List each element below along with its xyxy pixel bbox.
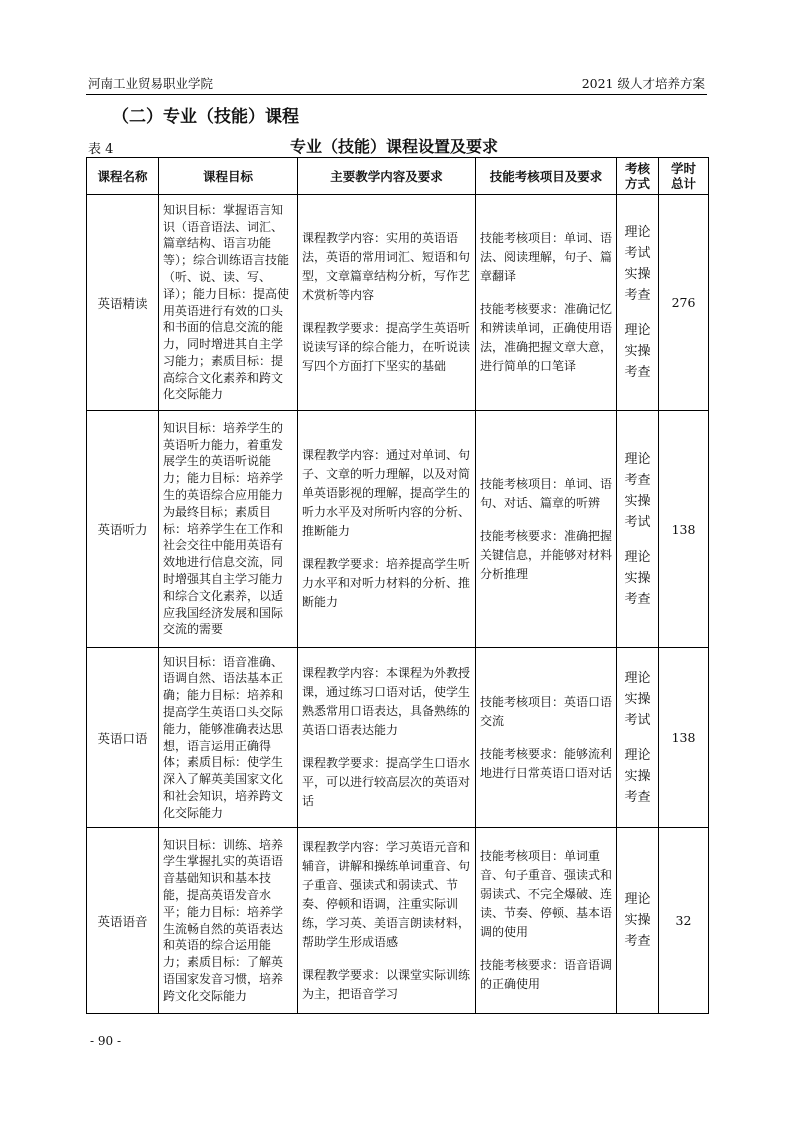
total-hours: 276 bbox=[659, 195, 709, 411]
course-goal: 知识目标：掌握语言知识（语音语法、词汇、篇章结构、语言功能等）；综合训练语言技能（听、说、读、写、译）；能力目标：提高使用英语进行有效的口头和书面的信息交流的能力，同时增进其自主学习能力；素质目标：提高综合文化素养和跨文化交际能力 bbox=[159, 195, 298, 411]
table-row bbox=[87, 828, 709, 1014]
col-header-name: 课程名称 bbox=[87, 158, 159, 195]
assessment-mode-practice: 理论实操考查 bbox=[624, 323, 651, 380]
content-teaching: 课程教学内容：学习英语元音和辅音，讲解和操练单词重音、句子重音、强读式和弱读式、节奏、停顿和语调，注重实际训练，学习英、美语言朗读材料，帮助学生形成语感 bbox=[302, 839, 471, 949]
col-header-goal: 课程目标 bbox=[159, 158, 298, 195]
skill-requirement: 技能考核要求：能够流利地进行日常英语口语对话 bbox=[480, 746, 613, 780]
content-requirement: 课程教学要求：提高学生英语听说读写译的综合能力，在听说读写四个方面打下坚实的基础 bbox=[302, 321, 471, 373]
skill-requirement: 技能考核要求：准确把握关键信息，并能够对材料分析推理 bbox=[480, 528, 613, 581]
total-hours: 138 bbox=[659, 648, 709, 828]
assessment-mode-theory: 理论实操考查 bbox=[624, 892, 651, 949]
total-hours: 138 bbox=[659, 411, 709, 648]
course-content bbox=[298, 411, 476, 648]
content-teaching: 课程教学内容：本课程为外教授课，通过练习口语对话，使学生熟悉常用口语表达，具备熟练的英语口语表达能力 bbox=[302, 666, 471, 737]
assessment-mode-practice: 理论实操考查 bbox=[624, 747, 651, 805]
page-number: - 90 - bbox=[90, 1034, 122, 1048]
content-teaching: 课程教学内容：实用的英语语法，英语的常用词汇、短语和句型，文章篇章结构分析，写作艺术赏析等内容 bbox=[302, 231, 471, 302]
assessment-mode bbox=[617, 828, 659, 1014]
course-skill bbox=[476, 648, 617, 828]
table-row bbox=[87, 411, 709, 648]
assessment-mode-practice: 理论实操考查 bbox=[624, 549, 651, 607]
content-requirement: 课程教学要求：以课堂实际训练为主，把语音学习 bbox=[302, 967, 471, 1001]
course-skill bbox=[476, 411, 617, 648]
header-school: 河南工业贸易职业学院 bbox=[88, 76, 214, 91]
course-content bbox=[298, 828, 476, 1014]
header-rule bbox=[86, 94, 707, 95]
total-hours: 32 bbox=[659, 828, 709, 1014]
course-goal: 知识目标：语音准确、语调自然、语法基本正确；能力目标：培养和提高学生英语口头交际能力，能够准确表达思想，语言运用正确得体；素质目标：使学生深入了解英美国家文化和社会知识，培养跨文化交际能力 bbox=[159, 648, 298, 828]
skill-requirement: 技能考核要求：语音语调的正确使用 bbox=[480, 958, 613, 991]
course-goal: 知识目标：训练、培养学生掌握扎实的英语语音基础知识和基本技能，提高英语发音水平；能力目标：培养学生流畅自然的英语表达和英语的综合运用能力；素质目标：了解英语国家发音习惯，培养跨文化交际能力 bbox=[159, 828, 298, 1014]
skill-requirement: 技能考核要求：准确记忆和辨读单词，正确使用语法，准确把握文章大意，进行简单的口笔译 bbox=[480, 302, 613, 373]
content-teaching: 课程教学内容：通过对单词、句子、文章的听力理解，以及对简单英语影视的理解，提高学生的听力水平及对所听内容的分析、推断能力 bbox=[302, 448, 471, 538]
course-skill bbox=[476, 828, 617, 1014]
col-header-mode-line2: 方式 bbox=[624, 176, 650, 191]
course-content bbox=[298, 648, 476, 828]
skill-items: 技能考核项目：单词、语句、对话、篇章的听辨 bbox=[480, 476, 613, 510]
table-label: 表 4 bbox=[88, 142, 114, 157]
assessment-mode-theory: 理论实操考试 bbox=[624, 670, 651, 728]
course-table bbox=[86, 157, 709, 1014]
col-header-skill: 技能考核项目及要求 bbox=[476, 158, 617, 195]
content-requirement: 课程教学要求：培养提高学生听力水平和对听力材料的分析、推断能力 bbox=[302, 557, 471, 609]
course-content bbox=[298, 195, 476, 411]
course-name: 英语听力 bbox=[87, 411, 159, 648]
course-goal: 知识目标：培养学生的英语听力能力，着重发展学生的英语听说能力；能力目标：培养学生的英语综合应用能力为最终目标；素质目标：培养学生在工作和社会交往中能用英语有效地进行信息交流，同时增强其自主学习能力和综合文化素养，以适应我国经济发展和国际交流的需要 bbox=[159, 411, 298, 648]
col-header-hours bbox=[659, 158, 709, 195]
skill-items: 技能考核项目：单词、语法、阅读理解，句子、篇章翻译 bbox=[480, 231, 613, 283]
assessment-mode-theory: 理论考查实操考试 bbox=[624, 451, 651, 530]
skill-items: 技能考核项目：单词重音、句子重音、强读式和弱读式、不完全爆破、连读、节奏、停顿、基本语调的使用 bbox=[480, 849, 613, 939]
header-plan: 2021 级人才培养方案 bbox=[581, 76, 705, 91]
col-header-hours-line1: 学时 bbox=[670, 161, 696, 176]
assessment-mode bbox=[617, 195, 659, 411]
col-header-hours-line2: 总计 bbox=[670, 176, 696, 191]
course-name: 英语口语 bbox=[87, 648, 159, 828]
col-header-content: 主要教学内容及要求 bbox=[298, 158, 476, 195]
course-skill bbox=[476, 195, 617, 411]
table-row bbox=[87, 648, 709, 828]
table-caption: 专业（技能）课程设置及要求 bbox=[290, 137, 499, 156]
col-header-mode bbox=[617, 158, 659, 195]
course-name: 英语精读 bbox=[87, 195, 159, 411]
course-name: 英语语音 bbox=[87, 828, 159, 1014]
assessment-mode-theory: 理论考试实操考查 bbox=[624, 225, 651, 303]
assessment-mode bbox=[617, 648, 659, 828]
content-requirement: 课程教学要求：提高学生口语水平，可以进行较高层次的英语对话 bbox=[302, 756, 471, 808]
assessment-mode bbox=[617, 411, 659, 648]
table-row bbox=[87, 195, 709, 411]
table-header-row bbox=[87, 158, 709, 195]
col-header-mode-line1: 考核 bbox=[624, 161, 650, 176]
skill-items: 技能考核项目：英语口语交流 bbox=[480, 694, 613, 728]
section-title: （二）专业（技能）课程 bbox=[112, 107, 299, 127]
